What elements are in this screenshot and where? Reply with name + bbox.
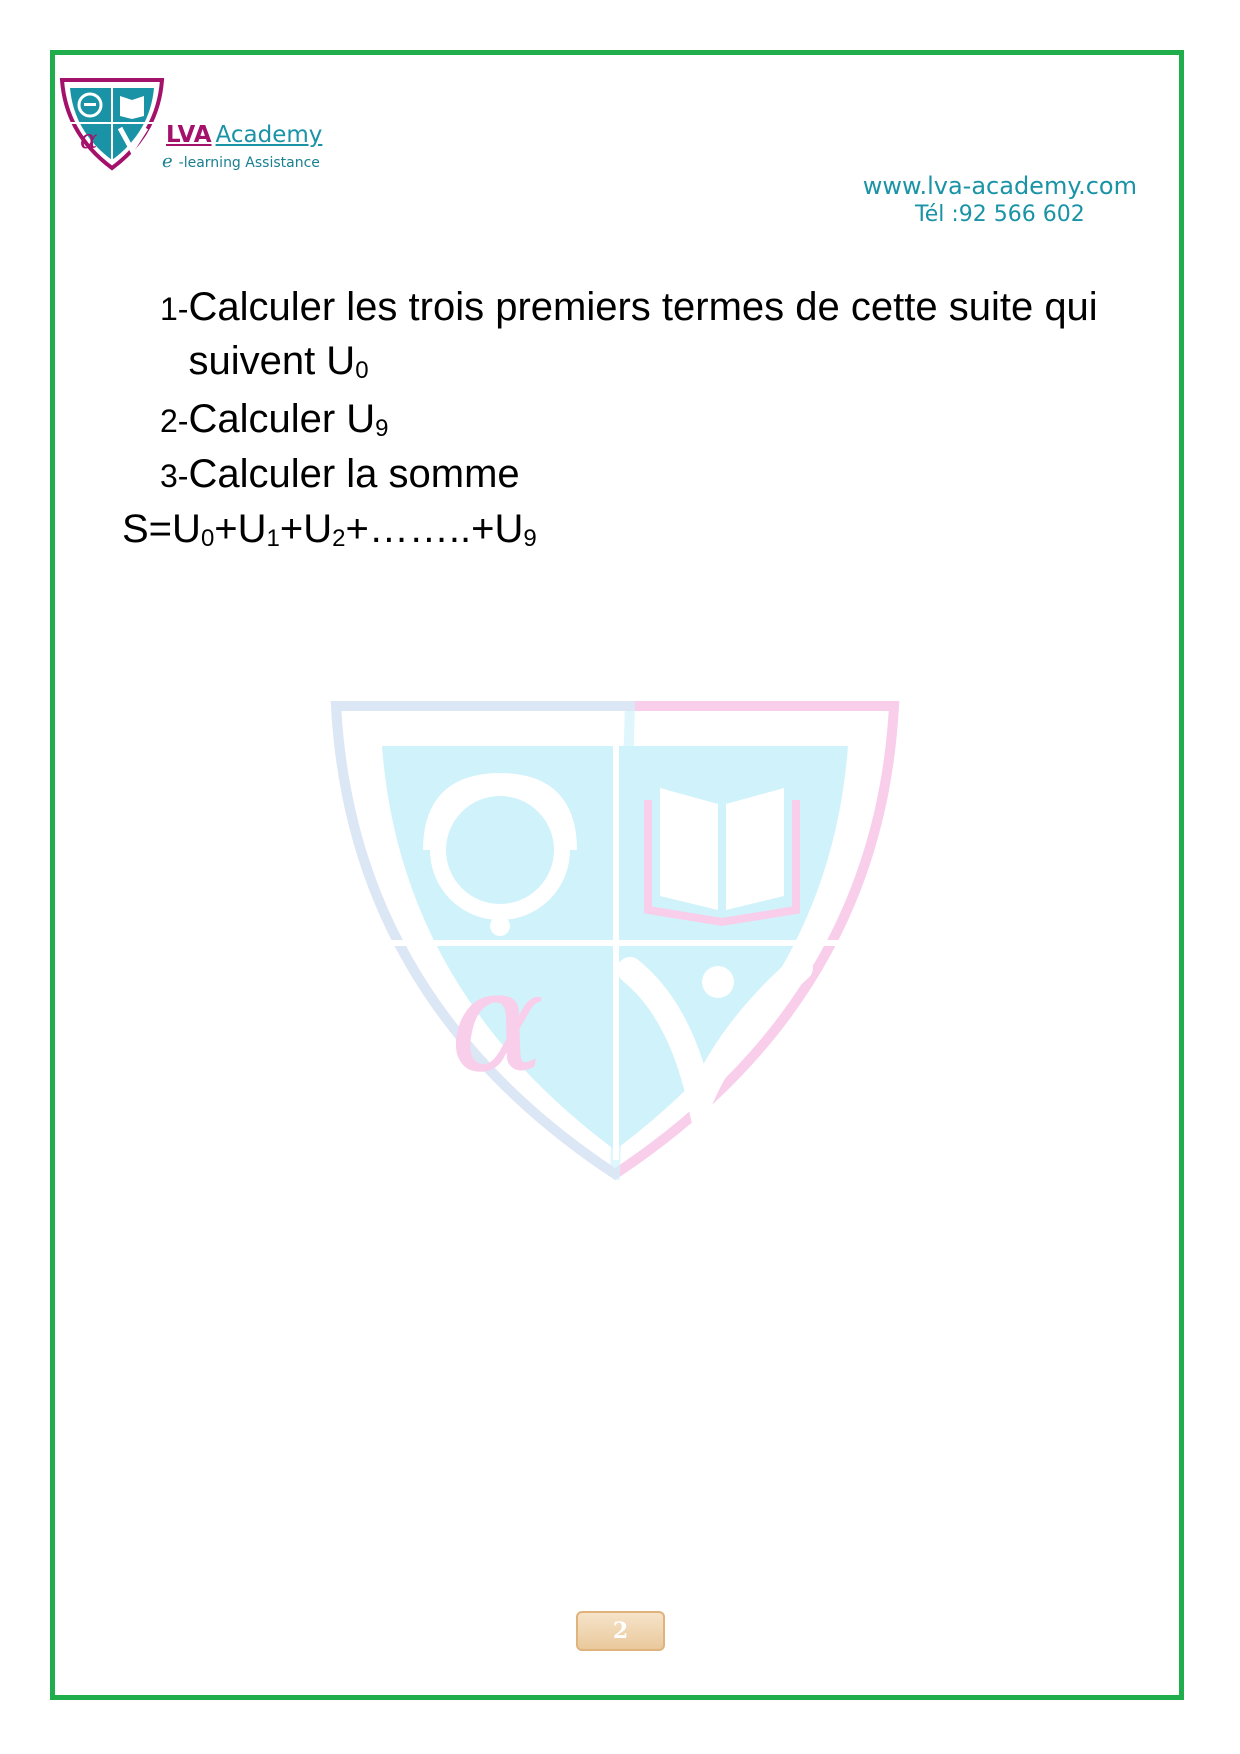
question-text: Calculer U [188,397,376,441]
subscript: 0 [355,357,369,384]
sum-formula [122,502,537,556]
question-text: Calculer les trois premiers termes de cette suite qui suivent U [188,285,1098,383]
watermark-shield-logo [330,700,900,1180]
question-number: 2- [160,403,189,439]
question-3 [160,447,520,503]
subscript: 0 [200,525,215,552]
tagline-e: e [162,151,173,172]
brand-tagline [162,151,320,172]
brand-name [166,122,322,148]
phone-number: Tél :92 566 602 [915,202,1085,227]
formula-part: +U [214,507,267,551]
contact-info [863,172,1137,230]
formula-part: S=U [122,507,201,551]
website-url: www.lva-academy.com [862,172,1137,200]
subscript: 9 [375,415,389,442]
subscript: 2 [332,525,346,552]
question-number: 1- [160,291,189,327]
svg-text:α: α [80,125,98,155]
question-2 [160,392,389,448]
formula-part: +U [279,507,333,551]
tagline-text: -learning Assistance [178,155,320,171]
lva-academy-shield-logo [58,76,166,172]
brand-academy: Academy [215,122,323,148]
question-text: Calculer la somme [188,452,520,496]
page-number: 2 [576,1611,665,1651]
question-number: 3- [160,458,189,494]
brand-lva: LVA [166,122,212,148]
formula-part: +……..+U [345,507,524,551]
svg-text:α: α [450,941,545,1104]
question-1 [160,280,1138,388]
subscript: 1 [266,525,280,552]
subscript: 9 [523,525,537,552]
